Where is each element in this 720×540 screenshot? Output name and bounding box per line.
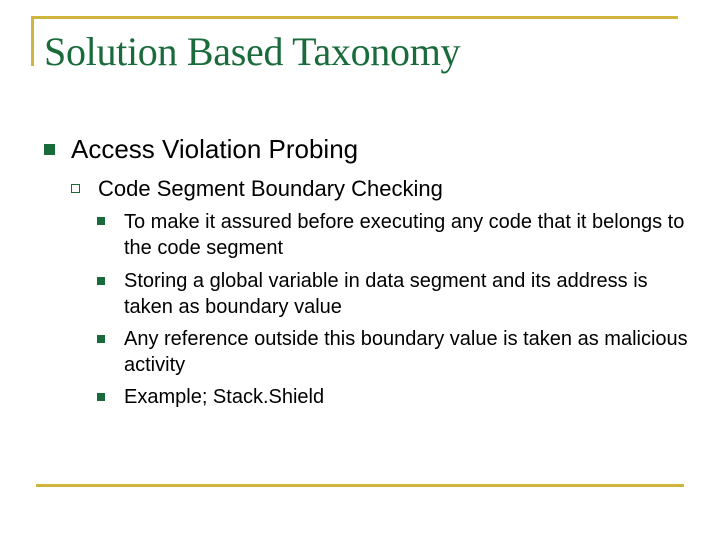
bullet-level2-text: Code Segment Boundary Checking xyxy=(98,176,443,201)
small-square-bullet-icon xyxy=(97,335,105,343)
filled-square-bullet-icon xyxy=(44,144,55,155)
small-square-bullet-icon xyxy=(97,277,105,285)
bullet-level3-item: Storing a global variable in data segment and its address is taken as boundary value xyxy=(124,270,648,318)
bullet-level1-text: Access Violation Probing xyxy=(71,134,359,164)
bullet-level3-item: Any reference outside this boundary value is taken as malicious activity xyxy=(124,328,688,376)
hollow-square-bullet-icon xyxy=(71,184,80,193)
frame-top-line xyxy=(31,16,678,19)
bullet-level3-item: Example; Stack.Shield xyxy=(124,386,325,408)
small-square-bullet-icon xyxy=(97,217,105,225)
frame-left-line xyxy=(31,16,34,66)
small-square-bullet-icon xyxy=(97,393,105,401)
frame-bottom-line xyxy=(36,484,684,487)
bullet-level3-item: To make it assured before executing any code that it belongs to the code segment xyxy=(124,211,685,259)
slide-title: Solution Based Taxonomy xyxy=(44,29,461,74)
